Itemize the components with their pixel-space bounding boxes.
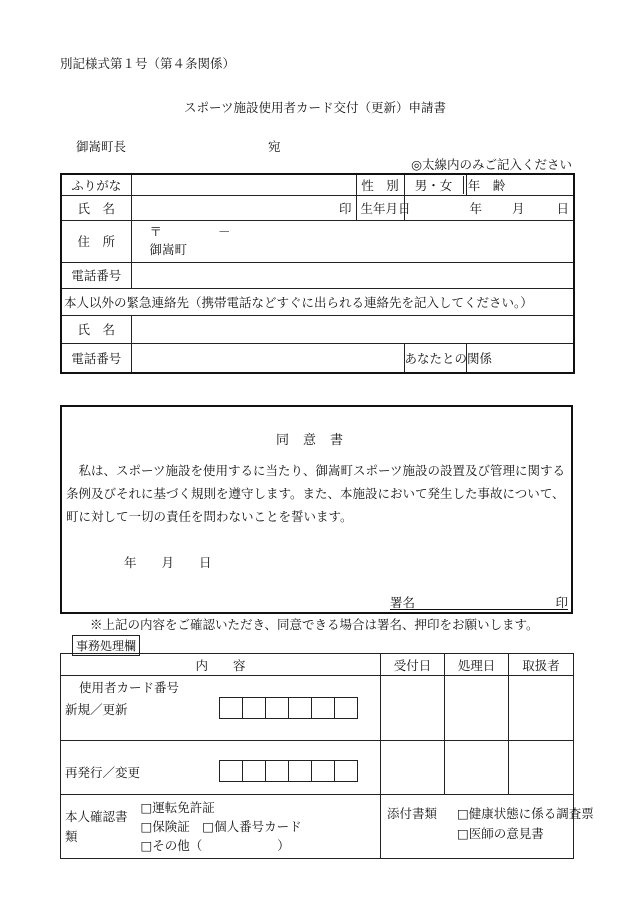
age-label: 年 齢 bbox=[467, 177, 506, 193]
new-renew-cell bbox=[61, 676, 381, 741]
birth-month: 月 bbox=[511, 200, 525, 216]
processed-date-2[interactable] bbox=[445, 741, 509, 795]
col-received: 受付日 bbox=[381, 654, 445, 676]
handler-2[interactable] bbox=[509, 741, 574, 795]
consent-body: 私は、スポーツ施設を使用するに当たり、御嵩町スポーツ施設の設置及び管理に関する条例及びそれに基づく規則を遵守します。また、本施設において発生した事故について、町に対して一切の責任を問わないことを誓います。 bbox=[66, 463, 566, 524]
em-name-label: 氏 名 bbox=[61, 315, 131, 343]
office-section-label: 事務処理欄 bbox=[72, 635, 140, 656]
birth-year: 年 bbox=[469, 200, 482, 216]
postal-mark: 〒 bbox=[149, 224, 163, 239]
new-renew-label: 新規／更新 bbox=[65, 702, 128, 717]
attachment-cell bbox=[381, 795, 594, 859]
seal-mark: 印 bbox=[338, 200, 352, 216]
postal-dash: － bbox=[218, 224, 231, 239]
id-option-license[interactable]: □運転免許証 bbox=[140, 800, 215, 815]
handler-1[interactable] bbox=[509, 676, 574, 741]
reissue-label: 再発行／変更 bbox=[65, 765, 141, 780]
birth-day: 日 bbox=[556, 200, 569, 216]
address-label: 住 所 bbox=[61, 220, 131, 262]
id-check-options[interactable] bbox=[141, 795, 381, 859]
id-option-insurance[interactable]: □保険証 □個人番号カード bbox=[140, 819, 302, 834]
id-check-label-cell bbox=[61, 795, 153, 859]
addressee: 御嵩町長 bbox=[76, 139, 127, 154]
birth-field[interactable] bbox=[404, 195, 574, 220]
attachment-option-doctor[interactable]: □医師の意見書 bbox=[457, 826, 544, 841]
furigana-field[interactable] bbox=[131, 174, 356, 195]
signature-label: 署名 bbox=[390, 595, 416, 610]
sex-label: 性 別 bbox=[356, 174, 404, 195]
signature-seal: 印 bbox=[555, 595, 568, 610]
name-field[interactable] bbox=[131, 195, 356, 220]
col-processed: 処理日 bbox=[445, 654, 509, 676]
em-phone-label: 電話番号 bbox=[61, 343, 131, 373]
office-table bbox=[60, 653, 594, 859]
phone-field[interactable] bbox=[131, 262, 574, 288]
signature-field[interactable] bbox=[390, 593, 568, 610]
reissue-number-boxes[interactable] bbox=[219, 760, 358, 782]
page-title: スポーツ施設使用者カード交付（更新）申請書 bbox=[183, 100, 446, 115]
id-check-label: 本人確認書 類 bbox=[65, 808, 153, 844]
attachment-label: 添付書類 bbox=[387, 806, 438, 821]
form-number: 別記様式第１号（第４条関係） bbox=[60, 56, 236, 71]
addressee-suffix: 宛 bbox=[268, 139, 281, 154]
name-label: 氏 名 bbox=[61, 195, 131, 220]
phone-label: 電話番号 bbox=[61, 262, 131, 288]
sex-field[interactable] bbox=[404, 174, 506, 195]
received-date-1[interactable] bbox=[381, 676, 445, 741]
consent-box bbox=[60, 405, 573, 614]
em-phone-field[interactable] bbox=[131, 343, 404, 373]
reissue-cell bbox=[61, 741, 381, 795]
town-name: 御嵩町 bbox=[149, 242, 188, 257]
consent-title: 同意書 bbox=[275, 433, 357, 448]
received-date-2[interactable] bbox=[381, 741, 445, 795]
address-field[interactable] bbox=[131, 220, 574, 262]
sex-options: 男・女 bbox=[405, 176, 464, 194]
em-name-field[interactable] bbox=[131, 315, 574, 343]
col-handler: 取扱者 bbox=[509, 654, 574, 676]
birth-label: 生年月日 bbox=[356, 195, 404, 220]
card-number-boxes[interactable] bbox=[219, 697, 358, 719]
col-content: 内 容 bbox=[61, 654, 381, 676]
furigana-label: ふりがな bbox=[61, 174, 131, 195]
applicant-table bbox=[60, 173, 575, 374]
instruction-note: ◎太線内のみご記入ください bbox=[411, 157, 572, 172]
processed-date-1[interactable] bbox=[445, 676, 509, 741]
relation-label: あなたとの関係 bbox=[404, 343, 466, 373]
card-number-label: 使用者カード番号 bbox=[79, 680, 180, 695]
attachment-option-health[interactable]: □健康状態に係る調査票 bbox=[457, 806, 594, 821]
emergency-header: 本人以外の緊急連絡先（携帯電話などすぐに出られる連絡先を記入してください。） bbox=[61, 288, 574, 315]
consent-date: 年 月 日 bbox=[124, 555, 212, 570]
id-option-other[interactable]: □その他（ ） bbox=[140, 838, 290, 853]
consent-note: ※上記の内容をご確認いただき、同意できる場合は署名、押印をお願いします。 bbox=[90, 617, 539, 632]
